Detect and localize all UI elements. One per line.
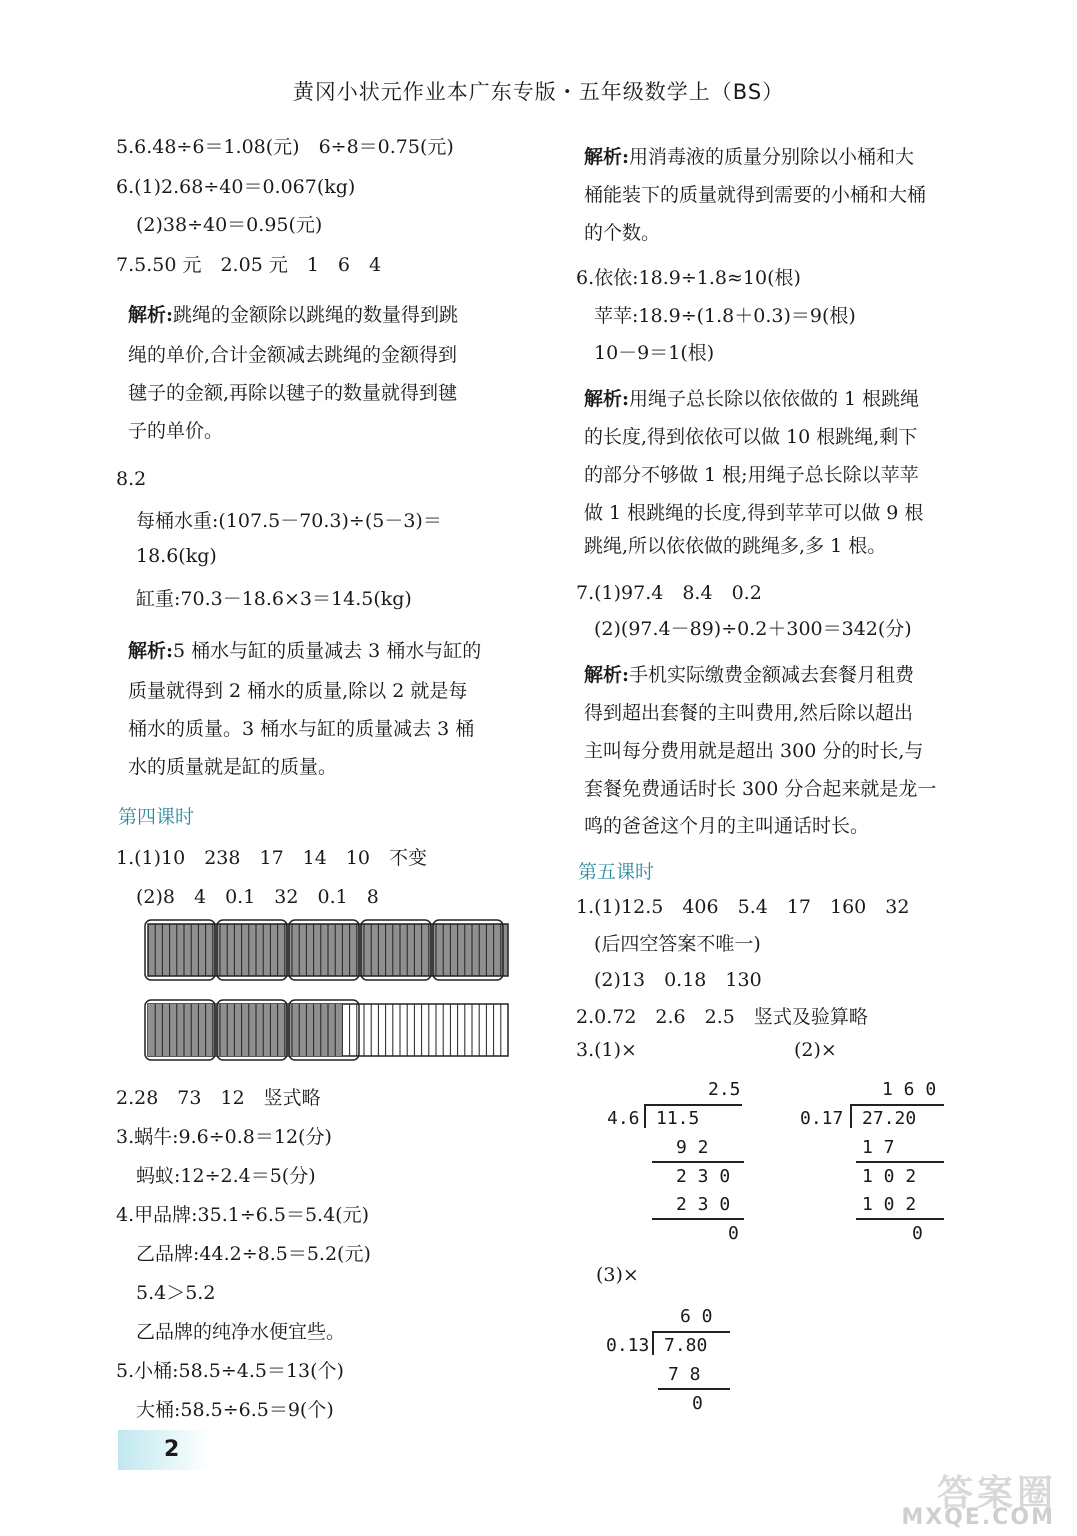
div2-row3: 1 0 2 [862, 1194, 917, 1215]
div2-dividend: 27.20 [862, 1108, 917, 1129]
left-a7-line3: 毽子的金额,再除以毽子的数量就得到毽 [128, 382, 458, 404]
analysis-label: 解析: [128, 640, 174, 662]
grid-row-shaded [145, 920, 508, 980]
right-a7-line5: 鸣的爸爸这个月的主叫通话时长。 [584, 815, 870, 837]
left-q7: 7.5.50 元 2.05 元 1 6 4 [116, 254, 382, 276]
lesson4-q2: 2.28 73 12 竖式略 [116, 1087, 321, 1109]
lesson4-q4b: 乙品牌:44.2÷8.5＝5.2(元) [136, 1243, 371, 1265]
div2-line1 [856, 1161, 944, 1163]
right-a5-line3: 的个数。 [584, 222, 661, 244]
right-q7b: (2)(97.4－89)÷0.2＋300＝342(分) [594, 618, 912, 640]
right-a6-line1 [584, 384, 919, 411]
div1-bracket-side [644, 1104, 646, 1128]
div1-row1: 9 2 [676, 1137, 709, 1158]
left-q8b: 18.6(kg) [136, 545, 217, 567]
lesson4-q3a: 3.蜗牛:9.6÷0.8＝12(分) [116, 1126, 332, 1148]
div1-line2 [652, 1218, 744, 1220]
div1-row2: 2 3 0 [676, 1166, 731, 1187]
lesson4-q1b: (2)8 4 0.1 32 0.1 8 [136, 886, 379, 908]
div3-bracket-line [654, 1331, 730, 1333]
left-a8-line3: 桶水的质量。3 桶水与缸的质量减去 3 桶 [128, 718, 475, 740]
analysis-text: 跳绳的金额除以跳绳的数量得到跳 [173, 304, 459, 326]
right-a5-line1 [584, 142, 914, 169]
div3-row2: 0 [692, 1393, 703, 1414]
left-q8a: 每桶水重:(107.5－70.3)÷(5－3)＝ [136, 510, 442, 532]
right-a7-line2: 得到超出套餐的主叫费用,然后除以超出 [584, 702, 914, 724]
analysis-label: 解析: [584, 146, 630, 168]
watermark-url: MXQE.COM [901, 1505, 1055, 1530]
div3-line1 [658, 1388, 730, 1390]
div1-line1 [652, 1161, 744, 1163]
analysis-label: 解析: [128, 304, 174, 326]
left-q5: 5.6.48÷6＝1.08(元) 6÷8＝0.75(元) [116, 136, 454, 158]
watermark-logo: 答案圈 [936, 1473, 1057, 1514]
left-a7-line1 [128, 300, 458, 327]
div1-dividend: 11.5 [656, 1108, 700, 1129]
div1-row3: 2 3 0 [676, 1194, 731, 1215]
right-a6-line3: 的部分不够做 1 根;用绳子总长除以苹苹 [584, 464, 919, 486]
lesson5-q2: 2.0.72 2.6 2.5 竖式及验算略 [576, 1006, 868, 1028]
right-q6b: 苹苹:18.9÷(1.8＋0.3)＝9(根) [594, 305, 856, 327]
div2-row2: 1 0 2 [862, 1166, 917, 1187]
lesson4-q5b: 大桶:58.5÷6.5＝9(个) [136, 1399, 334, 1421]
left-q6a: 6.(1)2.68÷40＝0.067(kg) [116, 176, 356, 198]
left-a8-line4: 水的质量就是缸的质量。 [128, 756, 338, 778]
div1-row4: 0 [728, 1223, 739, 1244]
lesson5-q1b: (后四空答案不唯一) [594, 933, 761, 955]
div1-bracket-line [646, 1104, 742, 1106]
div2-divisor: 0.17 [800, 1108, 844, 1129]
lesson5-q3-2: (2)× [794, 1039, 837, 1061]
left-a7-line4: 子的单价。 [128, 420, 224, 442]
right-q6a: 6.依依:18.9÷1.8≈10(根) [576, 267, 801, 289]
section-title-lesson4: 第四课时 [118, 806, 195, 828]
left-q6b: (2)38÷40＝0.95(元) [136, 214, 323, 236]
page-number: 2 [118, 1430, 210, 1470]
right-a7-line1 [584, 660, 914, 687]
div2-bracket-side [850, 1104, 852, 1128]
div2-row1: 1 7 [862, 1137, 895, 1158]
right-q7a: 7.(1)97.4 8.4 0.2 [576, 582, 762, 604]
lesson5-q1c: (2)13 0.18 130 [594, 969, 762, 991]
lesson4-q3b: 蚂蚁:12÷2.4＝5(分) [136, 1165, 316, 1187]
grid-row-partial [145, 1000, 508, 1060]
analysis-text: 用绳子总长除以依依做的 1 根跳绳 [629, 388, 920, 410]
analysis-label: 解析: [584, 664, 630, 686]
left-a7-line2: 绳的单价,合计金额减去跳绳的金额得到 [128, 344, 458, 366]
right-a5-line2: 桶能装下的质量就得到需要的小桶和大桶 [584, 184, 927, 206]
div3-dividend: 7.80 [664, 1335, 708, 1356]
div3-bracket-side [652, 1331, 654, 1355]
analysis-text: 5 桶水与缸的质量减去 3 桶水与缸的 [173, 640, 482, 662]
lesson4-q1a: 1.(1)10 238 17 14 10 不变 [116, 847, 428, 869]
lesson4-q4d: 乙品牌的纯净水便宜些。 [136, 1321, 346, 1343]
lesson5-q3-1: 3.(1)× [576, 1039, 637, 1061]
div2-row4: 0 [912, 1223, 923, 1244]
right-a7-line3: 主叫每分费用就是超出 300 分的时长,与 [584, 740, 924, 762]
left-a8-line1 [128, 636, 481, 663]
analysis-text: 手机实际缴费金额减去套餐月租费 [629, 664, 915, 686]
analysis-text: 用消毒液的质量分别除以小桶和大 [629, 146, 915, 168]
div1-divisor: 4.6 [607, 1108, 640, 1129]
div3-quotient: 6 0 [680, 1306, 713, 1327]
div3-divisor: 0.13 [606, 1335, 650, 1356]
div1-quotient: 2.5 [708, 1079, 741, 1100]
right-q6c: 10－9＝1(根) [594, 342, 715, 364]
lesson4-q5a: 5.小桶:58.5÷4.5＝13(个) [116, 1360, 344, 1382]
div3-row1: 7 8 [668, 1364, 701, 1385]
lesson5-q1a: 1.(1)12.5 406 5.4 17 160 32 [576, 896, 910, 918]
lesson4-q4c: 5.4＞5.2 [136, 1282, 216, 1304]
div2-quotient: 1 6 0 [882, 1079, 937, 1100]
analysis-label: 解析: [584, 388, 630, 410]
right-a6-line2: 的长度,得到依依可以做 10 根跳绳,剩下 [584, 426, 918, 448]
right-a7-line4: 套餐免费通话时长 300 分合起来就是龙一 [584, 778, 937, 800]
lesson5-q3-3: (3)× [596, 1264, 639, 1286]
page-header-title: 黄冈小状元作业本广东专版・五年级数学上（BS） [292, 80, 785, 104]
div2-line2 [856, 1218, 944, 1220]
decimal-grid-diagram [144, 918, 514, 1068]
right-a6-line5: 跳绳,所以依依做的跳绳多,多 1 根。 [584, 535, 887, 557]
left-a8-line2: 质量就得到 2 桶水的质量,除以 2 就是每 [128, 680, 468, 702]
left-q8: 8.2 [116, 468, 147, 490]
section-title-lesson5: 第五课时 [578, 861, 655, 883]
div2-bracket-line [852, 1104, 944, 1106]
right-a6-line4: 做 1 根跳绳的长度,得到苹苹可以做 9 根 [584, 502, 924, 524]
left-q8c: 缸重:70.3－18.6×3＝14.5(kg) [136, 588, 412, 610]
lesson4-q4a: 4.甲品牌:35.1÷6.5＝5.4(元) [116, 1204, 370, 1226]
